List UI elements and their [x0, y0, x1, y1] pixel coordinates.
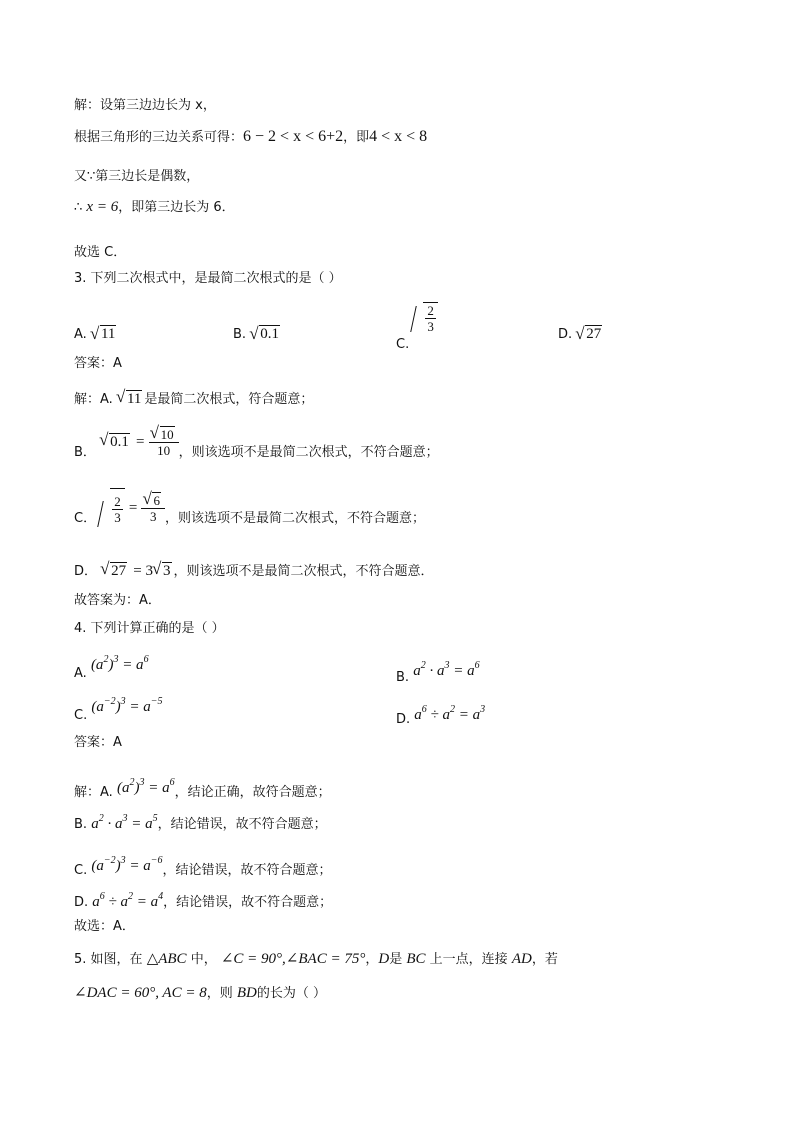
radical — [143, 493, 161, 508]
inequality-1: 6 − 2 < x < 6+2 — [243, 128, 344, 145]
solution-line-5: 故选 C． — [74, 245, 127, 260]
text: C. — [74, 863, 88, 878]
option-label: B. — [396, 670, 410, 685]
text: 根据三角形的三边关系可得： — [74, 130, 244, 145]
expression: $(a^2)^3 = a^6$ — [90, 654, 149, 673]
therefore-symbol: ∴ — [74, 200, 83, 215]
text: 解：A. — [74, 392, 113, 407]
fraction — [141, 493, 165, 524]
radical — [250, 326, 280, 343]
segment-bc: BC — [406, 951, 426, 967]
equals: = 3 — [133, 563, 154, 579]
option-label: D. — [558, 327, 573, 342]
equals: = — [128, 500, 138, 516]
expression: $a^6 \div a^2 = a^4$ — [92, 891, 164, 910]
q3-final: 故答案为：A． — [74, 593, 161, 608]
radicand: 27 — [111, 563, 127, 579]
expression: $(a^2)^3 = a^6$ — [116, 777, 175, 796]
option-label: A. — [74, 327, 87, 342]
denominator: 3 — [114, 510, 121, 526]
point-d: D — [378, 951, 390, 967]
radicand: 10 — [160, 427, 174, 442]
q3-solution-a — [74, 390, 313, 409]
denominator: 10 — [157, 443, 171, 458]
text: ，则 — [206, 986, 233, 1001]
equals: = — [135, 434, 145, 450]
radicand: 11 — [126, 391, 142, 407]
denominator: 3 — [427, 319, 434, 334]
option-label: A. — [74, 666, 87, 681]
radicand: 27 — [586, 326, 602, 342]
q4-option-b — [396, 660, 480, 685]
radicand: 0.1 — [260, 326, 279, 342]
option-label: D. — [396, 712, 411, 727]
radical — [100, 424, 130, 460]
q4-option-d — [396, 704, 486, 727]
text: ， — [365, 952, 379, 967]
q4-answer: 答案：A — [74, 735, 122, 750]
expression: $(a^{-2})^3 = a^{-5}$ — [91, 696, 163, 715]
radical — [151, 427, 175, 442]
text: 5. 如图，在 — [74, 952, 143, 967]
q4-solution-c — [74, 846, 332, 886]
text: 解：A. — [74, 785, 113, 800]
angles: ∠C = 90°,∠BAC = 75° — [220, 951, 366, 967]
radical — [117, 390, 142, 408]
q4-solution-a — [74, 768, 331, 808]
expression: $a^6 \div a^2 = a^3$ — [414, 704, 486, 723]
q3-option-b — [233, 326, 282, 343]
q3-option-a — [74, 326, 118, 343]
radical — [101, 562, 127, 580]
expression: $a^2 \cdot a^3 = a^6$ — [413, 660, 480, 679]
question-5-stem-line-2 — [74, 984, 326, 1003]
equation: x = 6 — [86, 199, 119, 215]
q3-option-c — [396, 302, 438, 352]
text: 是最简二次根式，符合题意； — [144, 392, 314, 407]
text: ，则该选项不是最简二次根式，不符合题意； — [178, 445, 439, 460]
segment-ad: AD — [511, 951, 532, 967]
text: D． — [74, 564, 98, 579]
radicand: 0.1 — [110, 434, 129, 450]
radicand: 6 — [153, 493, 160, 508]
solution-line-3: 又∵第三边长是偶数， — [74, 169, 200, 184]
text: B. — [74, 817, 88, 832]
conditions: ∠DAC = 60°, AC = 8 — [74, 985, 207, 1001]
expression: $(a^{-2})^3 = a^{-6}$ — [91, 855, 163, 874]
solution-line-4 — [74, 198, 235, 217]
text: ，结论错误，故不符合题意； — [157, 817, 327, 832]
q4-final: 故选：A． — [74, 919, 135, 934]
text: 上一点，连接 — [429, 952, 508, 967]
text: ，结论错误，故不符合题意； — [162, 863, 332, 878]
denominator: 3 — [149, 509, 157, 524]
text: 是 — [389, 952, 403, 967]
q4-solution-b — [74, 810, 327, 834]
radical — [153, 562, 172, 580]
q4-solution-d — [74, 888, 332, 912]
question-5-stem-line-1 — [74, 950, 558, 969]
option-label: B. — [233, 327, 247, 342]
text: ，即第三边长为 6． — [118, 200, 235, 215]
numerator: 2 — [114, 494, 121, 510]
solution-line-1: 解：设第三边边长为 x， — [74, 98, 216, 113]
option-label: C. — [74, 708, 88, 723]
text: C． — [74, 511, 97, 526]
radicand: 3 — [163, 563, 171, 579]
radical-fraction — [100, 488, 125, 529]
text: ，若 — [531, 952, 558, 967]
radical — [576, 326, 602, 343]
radical — [91, 326, 116, 343]
text: 的长为（ ） — [256, 986, 327, 1001]
text: ，结论正确，故符合题意； — [174, 785, 331, 800]
q4-option-a — [74, 654, 149, 681]
radicand: 11 — [100, 326, 116, 342]
fraction — [149, 427, 179, 458]
text: B． — [74, 445, 96, 460]
text: ，则该选项不是最简二次根式，不符合题意； — [164, 511, 425, 526]
numerator: 2 — [427, 303, 434, 318]
question-4-stem: 4. 下列计算正确的是（ ） — [74, 621, 225, 636]
text: ，结论错误，故不符合题意； — [163, 895, 333, 910]
text: 中， — [190, 952, 217, 967]
expression: $a^2 \cdot a^3 = a^5$ — [91, 813, 158, 832]
text: D. — [74, 895, 89, 910]
question-3-stem: 3. 下列二次根式中，是最简二次根式的是（ ） — [74, 271, 342, 286]
solution-line-2 — [74, 128, 427, 147]
text: ，即 — [343, 130, 370, 145]
q4-option-c — [74, 696, 163, 723]
radical-fraction — [413, 302, 438, 334]
segment-bd: BD — [236, 985, 257, 1001]
q3-option-d — [558, 326, 604, 343]
q3-solution-d — [74, 562, 434, 581]
inequality-2: 4 < x < 8 — [369, 128, 428, 145]
triangle: △ABC — [146, 951, 187, 967]
q3-answer: 答案：A — [74, 356, 122, 371]
q3-solution-b — [74, 424, 439, 471]
q3-solution-c — [74, 488, 425, 539]
option-label: C. — [396, 336, 410, 352]
text: ，则该选项不是最简二次根式，不符合题意． — [173, 564, 434, 579]
